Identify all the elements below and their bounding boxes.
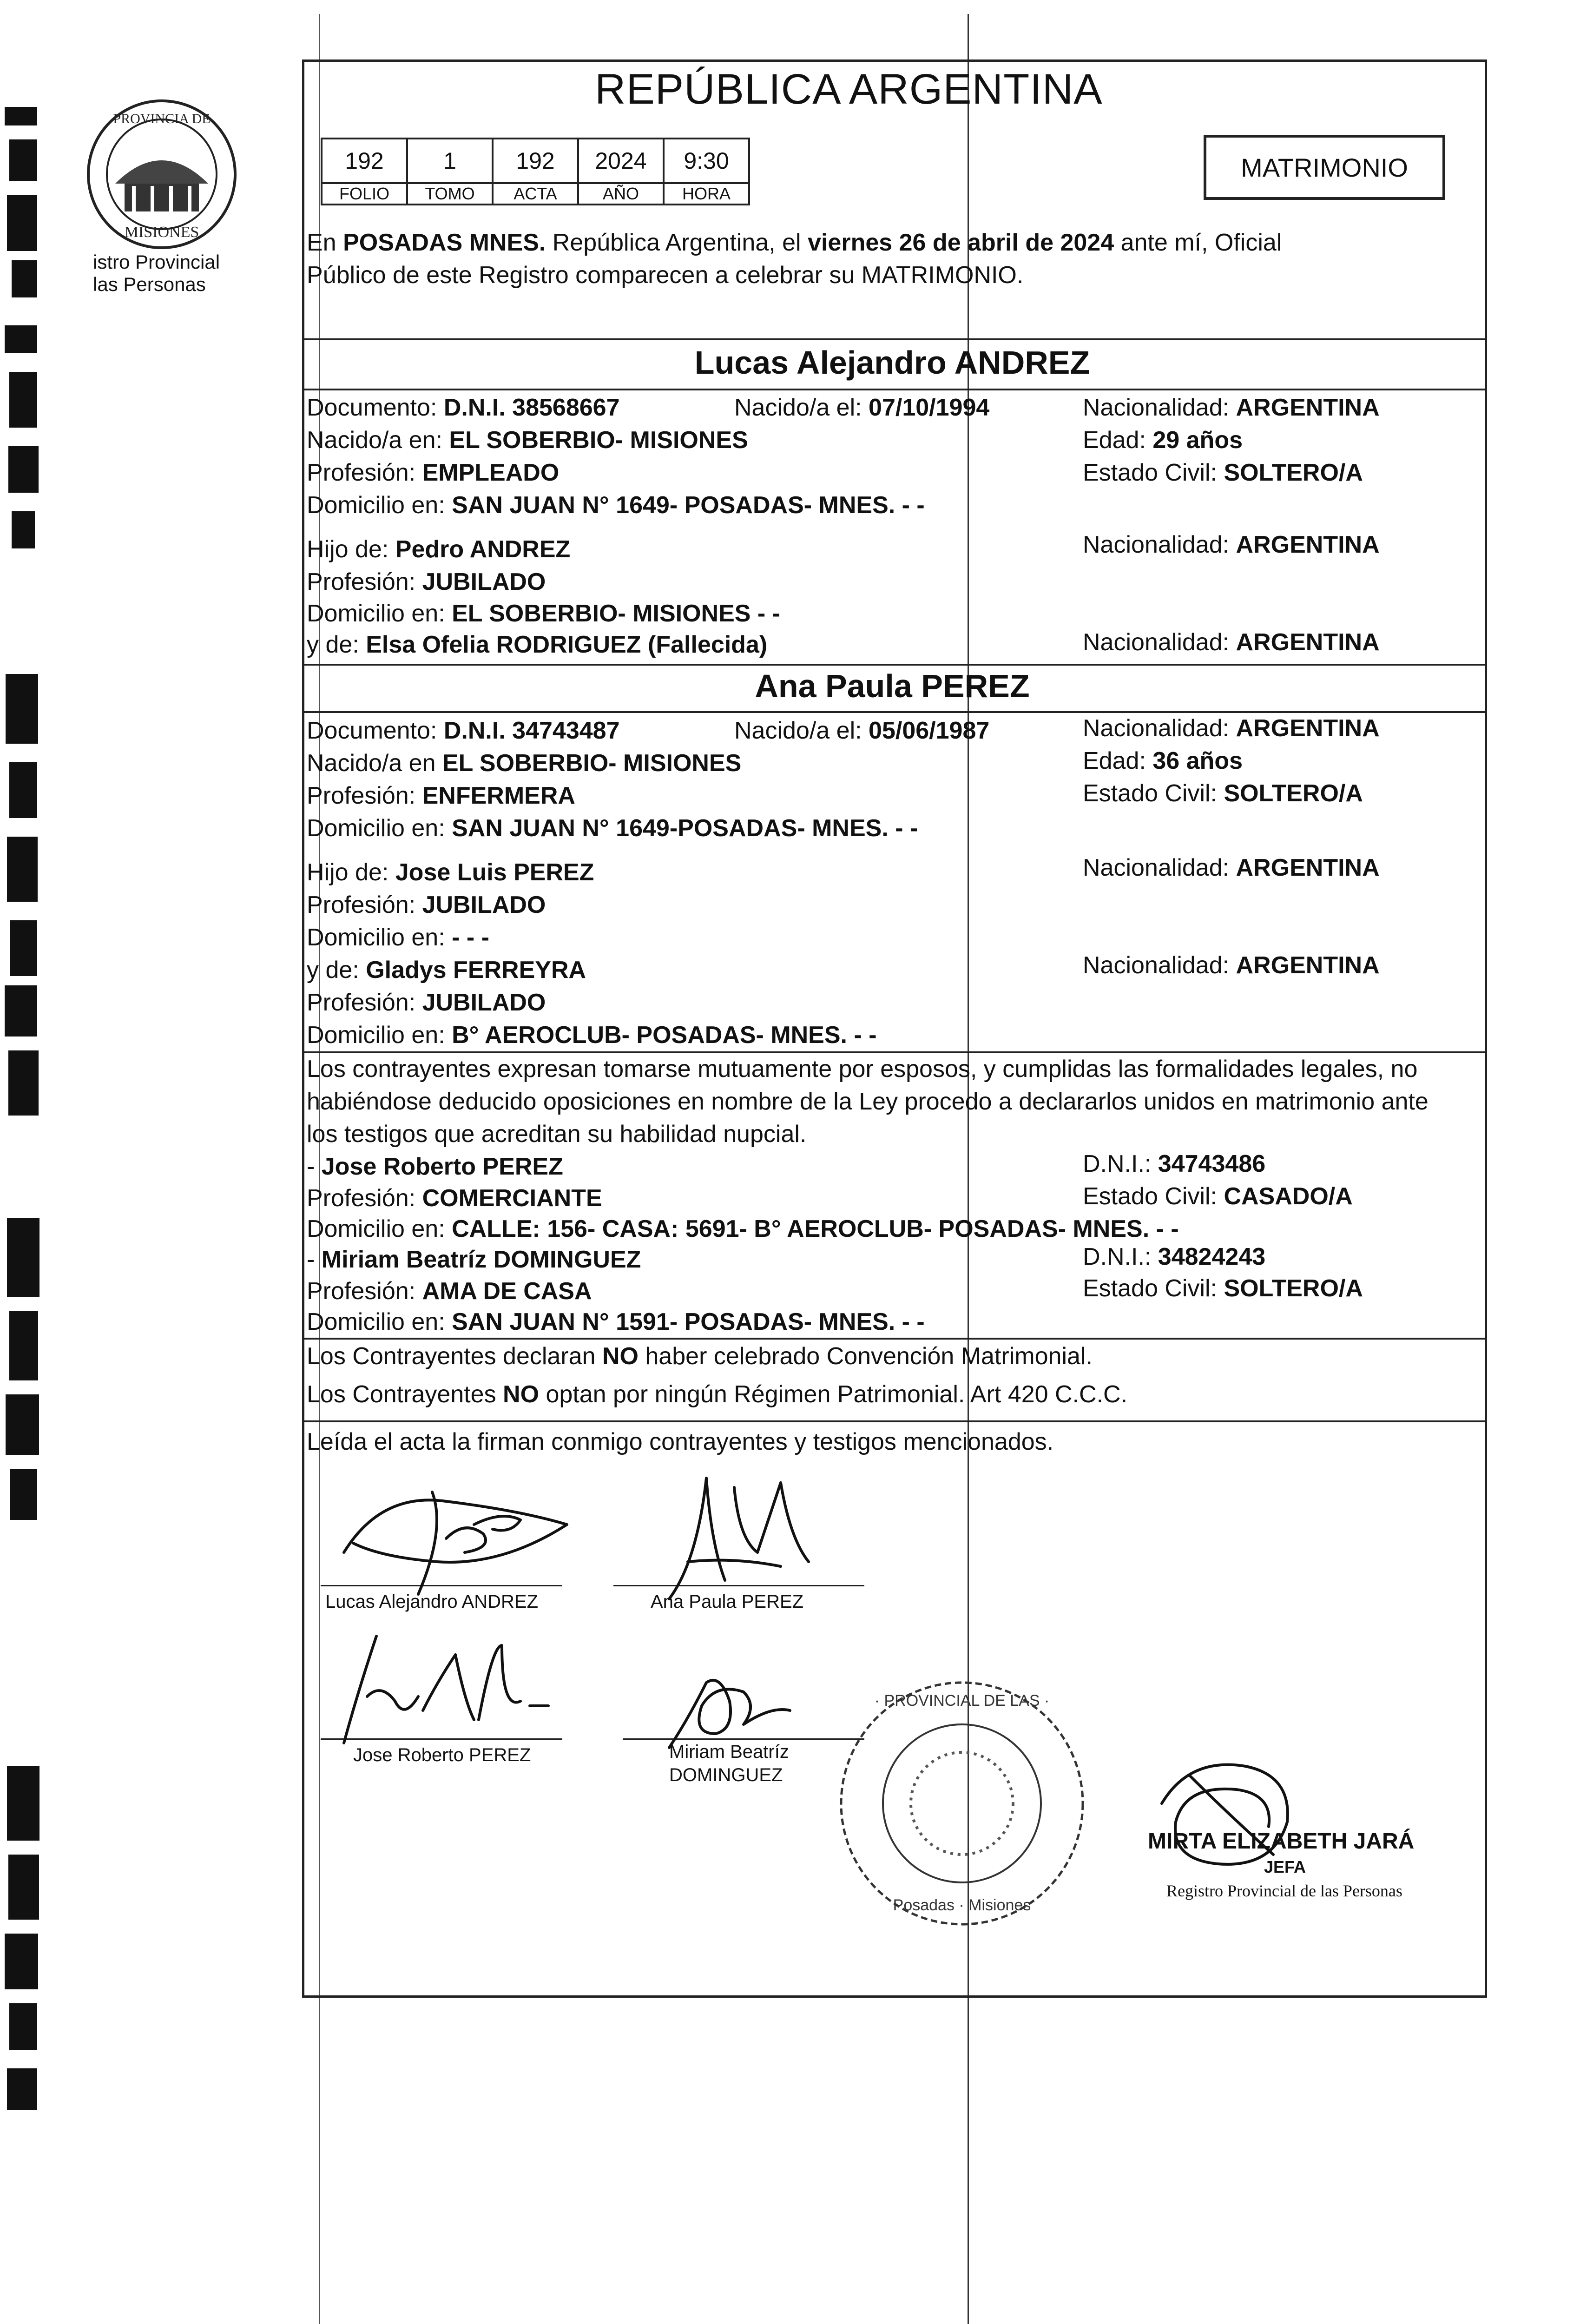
groom-civil-status: Estado Civil: SOLTERO/A [1083,459,1363,486]
groom-address: Domicilio en: SAN JUAN N° 1649- POSADAS- MNES. - - [307,492,925,519]
bride-father-address: Domicilio en: - - - [307,924,489,951]
year-value: 2024 [578,139,664,183]
officer-title: JEFA [1264,1857,1306,1876]
groom-father-profession: Profesión: JUBILADO [307,568,546,595]
groom-father-nationality: Nacionalidad: ARGENTINA [1083,531,1380,558]
witness-1-name: - Jose Roberto PEREZ [307,1153,563,1180]
divider [302,1420,1485,1422]
witness-1-signature-icon [325,1627,567,1757]
acta-value: 192 [493,139,578,183]
hour-label: HORA [664,183,749,205]
bride-age: Edad: 36 años [1083,747,1243,774]
act-type-badge: MATRIMONIO [1204,135,1445,200]
witness-2-signature-icon [651,1655,799,1762]
hour-value: 9:30 [664,139,749,183]
province-emblem-icon [83,95,241,253]
svg-text:Posadas · Misiones: Posadas · Misiones [893,1896,1031,1914]
bride-nationality: Nacionalidad: ARGENTINA [1083,715,1380,742]
witness-2-signature-label-1: Miriam Beatríz [669,1742,789,1762]
officer-office: Registro Provincial de las Personas [1166,1882,1402,1900]
bride-father: Hijo de: Jose Luis PEREZ [307,859,594,886]
groom-mother-nationality: Nacionalidad: ARGENTINA [1083,629,1380,656]
divider [302,1338,1485,1340]
divider [302,664,1485,666]
intro-line-2: Público de este Registro comparecen a celebrar su MATRIMONIO. [307,262,1024,289]
bride-father-nationality: Nacionalidad: ARGENTINA [1083,854,1380,881]
divider [302,1051,1485,1053]
bride-signature-icon [641,1469,818,1618]
witness-1-civil-status: Estado Civil: CASADO/A [1083,1183,1353,1210]
convention-line-2: Los Contrayentes NO optan por ningún Régimen Patrimonial. Art 420 C.C.C. [307,1381,1128,1408]
bride-mother-address: Domicilio en: B° AEROCLUB- POSADAS- MNES. - - [307,1022,877,1049]
folio-value: 192 [322,139,407,183]
witness-2-profession: Profesión: AMA DE CASA [307,1278,592,1305]
witness-1-address: Domicilio en: CALLE: 156- CASA: 5691- B° AEROCLUB- POSADAS- MNES. - - [307,1215,1179,1242]
witness-2-name: - Miriam Beatríz DOMINGUEZ [307,1246,641,1273]
tomo-value: 1 [407,139,493,183]
svg-text:· PROVINCIAL DE LAS ·: · PROVINCIAL DE LAS · [874,1692,1050,1710]
groom-name-heading: Lucas Alejandro ANDREZ [694,344,1090,381]
witness-1-profession: Profesión: COMERCIANTE [307,1185,602,1212]
groom-signature-icon [325,1473,586,1613]
declaration-line-3: los testigos que acreditan su habilidad nupcial. [307,1121,807,1148]
svg-text:MISIONES: MISIONES [124,224,199,241]
groom-mother: y de: Elsa Ofelia RODRIGUEZ (Fallecida) [307,631,768,658]
scan-edge-artifact [0,0,56,2324]
groom-birthplace: Nacido/a en: EL SOBERBIO- MISIONES [307,427,748,454]
divider [302,338,1485,340]
registry-seal-icon [832,1673,1092,1934]
witness-1-signature-label: Jose Roberto PEREZ [353,1745,531,1765]
registry-line-2: las Personas [93,273,206,295]
bride-mother-profession: Profesión: JUBILADO [307,989,546,1016]
folio-label: FOLIO [322,183,407,205]
divider [302,711,1485,713]
year-label: AÑO [578,183,664,205]
tomo-label: TOMO [407,183,493,205]
groom-age: Edad: 29 años [1083,427,1243,454]
bride-birthplace: Nacido/a en EL SOBERBIO- MISIONES [307,750,742,777]
declaration-line-1: Los contrayentes expresan tomarse mutuamente por esposos, y cumplidas las formalidades legales, no [307,1056,1418,1083]
officer-name: MIRTA ELIZABETH JARÁ [1148,1829,1415,1854]
registry-line-1: istro Provincial [93,251,220,273]
witness-2-signature-label-2: DOMINGUEZ [669,1765,783,1785]
groom-birth: Nacido/a el: 07/10/1994 [734,394,990,421]
divider [302,389,1485,390]
witness-2-civil-status: Estado Civil: SOLTERO/A [1083,1275,1363,1302]
groom-doc: Documento: D.N.I. 38568667 [307,394,620,421]
bride-name-heading: Ana Paula PEREZ [755,668,1030,704]
declaration-line-2: habiéndose deducido oposiciones en nombre de la Ley procedo a declararlos unidos en matrimonio ante [307,1088,1429,1115]
convention-line-1: Los Contrayentes declaran NO haber celebrado Convención Matrimonial. [307,1343,1093,1370]
document-title: REPÚBLICA ARGENTINA [595,66,1103,113]
bride-mother-nationality: Nacionalidad: ARGENTINA [1083,952,1380,979]
bride-signature-label: Ana Paula PEREZ [651,1591,804,1612]
groom-father: Hijo de: Pedro ANDREZ [307,536,571,563]
acta-label: ACTA [493,183,578,205]
groom-father-address: Domicilio en: EL SOBERBIO- MISIONES - - [307,600,780,627]
bride-birth: Nacido/a el: 05/06/1987 [734,717,990,744]
witness-1-dni: D.N.I.: 34743486 [1083,1150,1266,1177]
closing-statement: Leída el acta la firman conmigo contrayentes y testigos mencionados. [307,1428,1054,1455]
intro-line-1: En POSADAS MNES. República Argentina, el viernes 26 de abril de 2024 ante mí, Oficial [307,229,1282,256]
svg-text:PROVINCIA DE: PROVINCIA DE [113,111,211,126]
groom-profession: Profesión: EMPLEADO [307,459,560,486]
bride-civil-status: Estado Civil: SOLTERO/A [1083,780,1363,807]
bride-doc: Documento: D.N.I. 34743487 [307,717,620,744]
record-meta-table [321,138,750,205]
bride-father-profession: Profesión: JUBILADO [307,891,546,918]
bride-mother: y de: Gladys FERREYRA [307,957,586,984]
bride-address: Domicilio en: SAN JUAN N° 1649-POSADAS- MNES. - - [307,815,918,842]
witness-2-dni: D.N.I.: 34824243 [1083,1243,1266,1270]
witness-2-address: Domicilio en: SAN JUAN N° 1591- POSADAS- MNES. - - [307,1308,925,1335]
groom-signature-label: Lucas Alejandro ANDREZ [325,1591,539,1612]
groom-nationality: Nacionalidad: ARGENTINA [1083,394,1380,421]
bride-profession: Profesión: ENFERMERA [307,782,575,809]
